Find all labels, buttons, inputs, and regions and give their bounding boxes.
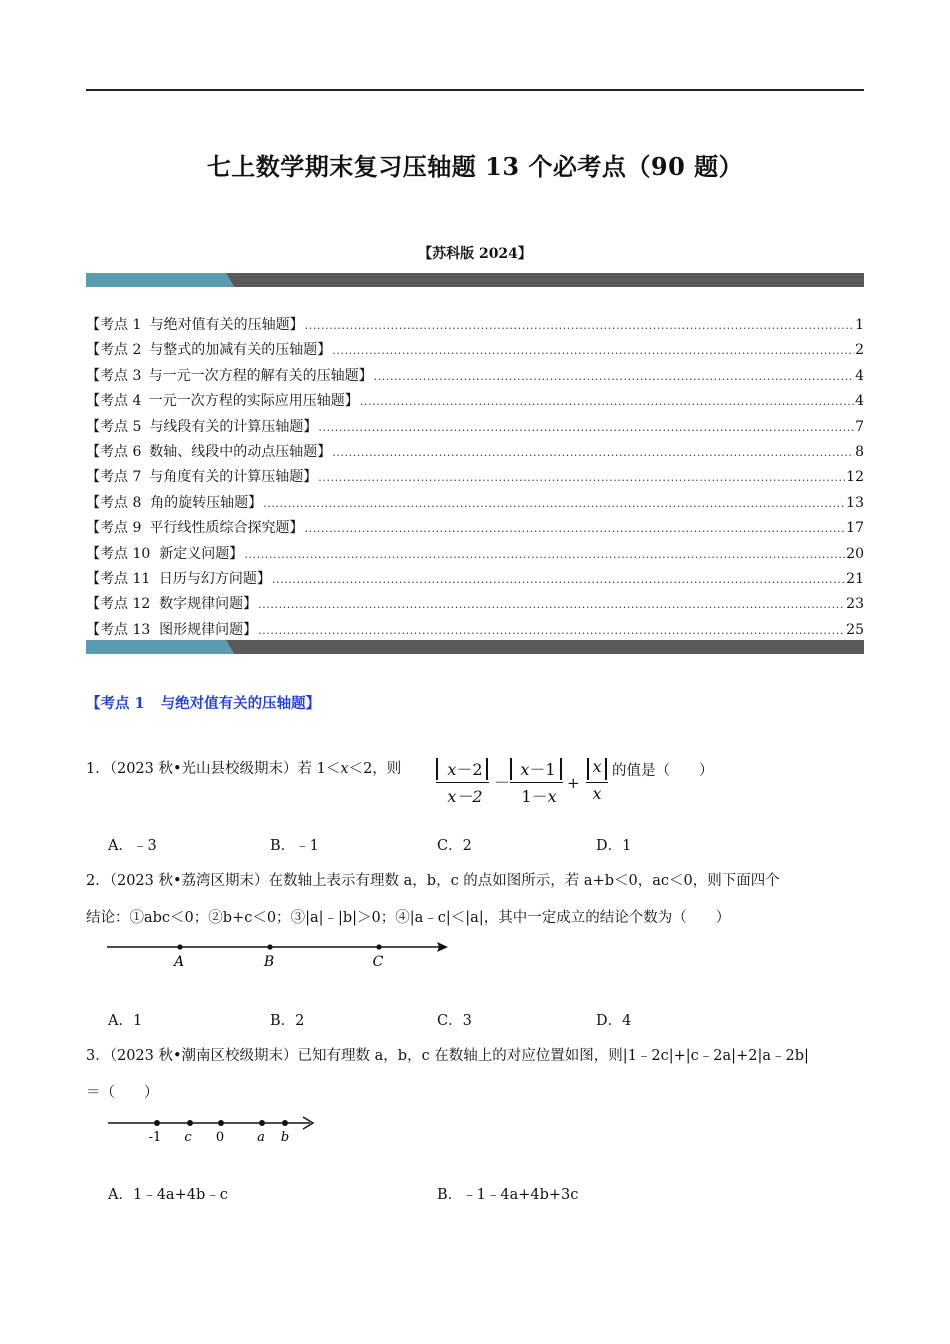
toc-entry-page: 20 bbox=[846, 545, 864, 562]
question-text: （2023 秋•光山县校级期末）若 1＜ bbox=[109, 761, 341, 777]
question-text: ＜2，则 bbox=[348, 761, 402, 777]
toc-entry-topic: 与整式的加减有关的压轴题】 bbox=[149, 342, 332, 359]
toc-entry-number: 【考点 9 bbox=[86, 520, 142, 537]
toc-entry-page: 13 bbox=[846, 494, 864, 511]
toc-entry-topic: 一元一次方程的实际应用压轴题】 bbox=[148, 393, 359, 410]
toc-entry[interactable] bbox=[86, 568, 864, 593]
toc-entry-page: 8 bbox=[855, 443, 864, 460]
circled-number: ③ bbox=[290, 910, 306, 926]
abs-bar bbox=[605, 758, 607, 780]
toc-entry-page: 12 bbox=[846, 469, 864, 486]
section-heading bbox=[86, 692, 320, 713]
abs-bar bbox=[560, 758, 562, 780]
fraction-line bbox=[586, 782, 608, 783]
toc-entry-number: 【考点 5 bbox=[86, 418, 142, 435]
conclusion-text: |a﹣c|＜|a|，其中一定成立的结论个数为（ ） bbox=[409, 910, 731, 926]
point-b bbox=[282, 1120, 288, 1126]
toc-entry[interactable] bbox=[86, 365, 864, 390]
option-b[interactable]: B．2 bbox=[270, 1013, 305, 1029]
toc-leader-dots bbox=[272, 571, 845, 587]
toc-leader-dots bbox=[258, 622, 845, 638]
toc-entry-page: 1 bbox=[855, 317, 864, 333]
point-b bbox=[267, 944, 272, 949]
toc-entry[interactable] bbox=[86, 339, 864, 364]
fraction-line bbox=[436, 782, 489, 783]
section-topic: 与绝对值有关的压轴题】 bbox=[160, 695, 321, 712]
toc-leader-dots bbox=[332, 444, 854, 460]
label-c: C bbox=[372, 954, 384, 970]
toc-entry[interactable] bbox=[86, 314, 864, 339]
toc-entry-topic: 日历与幻方问题】 bbox=[158, 570, 271, 587]
option-a[interactable]: A．1﹣4a+4b﹣c bbox=[108, 1187, 228, 1203]
conclusion-text: b+c＜0； bbox=[222, 910, 291, 926]
toc-leader-dots bbox=[318, 419, 854, 435]
abs-bar bbox=[486, 758, 488, 780]
toc-entry-page: 4 bbox=[855, 393, 864, 410]
label-zero: 0 bbox=[215, 1130, 225, 1145]
question-1-stem bbox=[86, 759, 401, 779]
toc-leader-dots bbox=[318, 469, 845, 485]
toc-entry-page: 23 bbox=[846, 596, 864, 613]
label-a: A bbox=[173, 954, 185, 970]
option-a[interactable]: A．﹣3 bbox=[108, 838, 157, 854]
toc-leader-dots bbox=[258, 596, 845, 612]
point-c bbox=[187, 1120, 193, 1126]
toc-entry[interactable] bbox=[86, 416, 864, 441]
variable-x: x bbox=[340, 761, 349, 777]
label-c: c bbox=[184, 1130, 192, 1145]
point-minus-one bbox=[154, 1120, 160, 1126]
toc-entry-number: 【考点 13 bbox=[86, 621, 151, 638]
toc-entry-page: 7 bbox=[855, 418, 864, 435]
toc-entry-page: 25 bbox=[846, 621, 864, 638]
fraction-line bbox=[510, 782, 563, 783]
toc-leader-dots bbox=[374, 368, 854, 384]
toc-entry-number: 【考点 11 bbox=[86, 570, 151, 587]
toc-entry-topic: 与一元一次方程的解有关的压轴题】 bbox=[148, 367, 373, 384]
option-c[interactable]: C．2 bbox=[437, 838, 472, 854]
toc-entry-number: 【考点 7 bbox=[86, 469, 142, 486]
edition-label: 【苏科版 2024】 bbox=[418, 246, 532, 262]
toc-leader-dots bbox=[360, 393, 854, 409]
conclusion-text: abc＜0； bbox=[144, 910, 209, 926]
question-number: 1． bbox=[86, 761, 110, 777]
fraction-numerator: x－1 bbox=[520, 760, 556, 779]
label-a: a bbox=[257, 1130, 265, 1145]
plus-sign: + bbox=[567, 774, 580, 792]
toc-leader-dots bbox=[263, 495, 845, 511]
toc-entry-page: 17 bbox=[846, 520, 864, 537]
fraction-denominator: x－2 bbox=[447, 787, 483, 806]
toc-entry-topic: 图形规律问题】 bbox=[159, 621, 258, 638]
toc-entry-page: 2 bbox=[855, 342, 864, 359]
abs-bar bbox=[510, 758, 512, 780]
toc-entry-topic: 新定义问题】 bbox=[159, 545, 244, 562]
toc-entry[interactable] bbox=[86, 492, 864, 517]
toc-entry-topic: 与绝对值有关的压轴题】 bbox=[149, 317, 304, 333]
toc-entry[interactable] bbox=[86, 441, 864, 466]
toc-entry[interactable] bbox=[86, 466, 864, 491]
toc-entry-number: 【考点 4 bbox=[86, 393, 142, 410]
question-3-answer-blank: ＝（ ） bbox=[86, 1085, 159, 1101]
toc-entry-number: 【考点 6 bbox=[86, 443, 142, 460]
number-line-figure-2 bbox=[105, 936, 455, 972]
point-a bbox=[177, 944, 182, 949]
toc-entry-topic: 角的旋转压轴题】 bbox=[150, 494, 263, 511]
label-b: B bbox=[263, 954, 275, 970]
toc-entry-page: 4 bbox=[855, 367, 864, 384]
fraction-denominator: x bbox=[592, 784, 602, 803]
toc-entry-number: 【考点 12 bbox=[86, 596, 151, 613]
decorative-band-top bbox=[86, 273, 864, 287]
toc-entry-number: 【考点 3 bbox=[86, 367, 142, 384]
question-text: （2023 秋•荔湾区期末）在数轴上表示有理数 a，b，c 的点如图所示，若 a+b＜0，ac＜0，则下面四个 bbox=[109, 873, 780, 889]
question-text: （2023 秋•潮南区校级期末）已知有理数 a，b，c 在数轴上的对应位置如图，则|1﹣2c|+|c﹣2a|+2|a﹣2b| bbox=[109, 1048, 809, 1064]
table-of-contents bbox=[86, 314, 864, 644]
option-c[interactable]: C．3 bbox=[437, 1013, 472, 1029]
abs-bar bbox=[436, 758, 438, 780]
question-text: 的值是（ ） bbox=[612, 763, 714, 779]
toc-leader-dots bbox=[305, 520, 846, 536]
toc-entry-page: 21 bbox=[846, 570, 864, 587]
point-c bbox=[376, 944, 381, 949]
question-2-stem bbox=[86, 871, 780, 891]
option-b[interactable]: B．﹣1﹣4a+4b+3c bbox=[437, 1187, 579, 1203]
toc-entry[interactable] bbox=[86, 543, 864, 568]
toc-entry-topic: 数字规律问题】 bbox=[159, 596, 258, 613]
point-zero bbox=[218, 1120, 224, 1126]
option-a[interactable]: A．1 bbox=[108, 1013, 143, 1029]
toc-entry-topic: 与角度有关的计算压轴题】 bbox=[149, 469, 318, 486]
toc-entry-number: 【考点 8 bbox=[86, 494, 142, 511]
toc-leader-dots bbox=[244, 546, 845, 562]
page-title: 七上数学期末复习压轴题 13 个必考点（90 题） bbox=[206, 152, 744, 181]
conclusion-text: |a|﹣|b|＞0； bbox=[305, 910, 396, 926]
question-number: 3． bbox=[86, 1048, 110, 1064]
header-rule bbox=[86, 89, 864, 91]
option-b[interactable]: B．﹣1 bbox=[270, 838, 319, 854]
fraction-denominator: 1－x bbox=[521, 787, 557, 806]
question-3-stem bbox=[86, 1046, 809, 1066]
question-2-conclusions bbox=[86, 908, 730, 928]
toc-entry-number: 【考点 10 bbox=[86, 545, 151, 562]
toc-entry-number: 【考点 1 bbox=[86, 317, 142, 333]
fraction-numerator: x－2 bbox=[447, 760, 483, 779]
point-a bbox=[259, 1120, 265, 1126]
label-minus-one: -1 bbox=[148, 1130, 162, 1145]
toc-entry-topic: 与线段有关的计算压轴题】 bbox=[149, 418, 318, 435]
fraction-numerator: x bbox=[592, 757, 602, 776]
section-number: 【考点 1 bbox=[86, 695, 145, 712]
toc-entry-number: 【考点 2 bbox=[86, 342, 142, 359]
toc-entry[interactable] bbox=[86, 593, 864, 618]
decorative-band-bottom bbox=[86, 640, 864, 654]
label-b: b bbox=[280, 1130, 290, 1145]
toc-entry-topic: 平行线性质综合探究题】 bbox=[149, 520, 304, 537]
toc-leader-dots bbox=[332, 342, 854, 358]
question-text: 结论： bbox=[86, 910, 130, 926]
option-d[interactable]: D．1 bbox=[596, 838, 632, 854]
minus-sign: － bbox=[494, 773, 511, 792]
toc-entry[interactable] bbox=[86, 517, 864, 542]
circled-number: ② bbox=[208, 910, 223, 926]
toc-entry[interactable] bbox=[86, 390, 864, 415]
circled-number: ④ bbox=[395, 910, 410, 926]
number-line-figure-3 bbox=[105, 1110, 325, 1146]
toc-entry-topic: 数轴、线段中的动点压轴题】 bbox=[149, 443, 332, 460]
toc-leader-dots bbox=[305, 317, 854, 333]
circled-number: ① bbox=[129, 910, 144, 926]
question-number: 2． bbox=[86, 873, 110, 889]
option-d[interactable]: D．4 bbox=[596, 1013, 632, 1029]
